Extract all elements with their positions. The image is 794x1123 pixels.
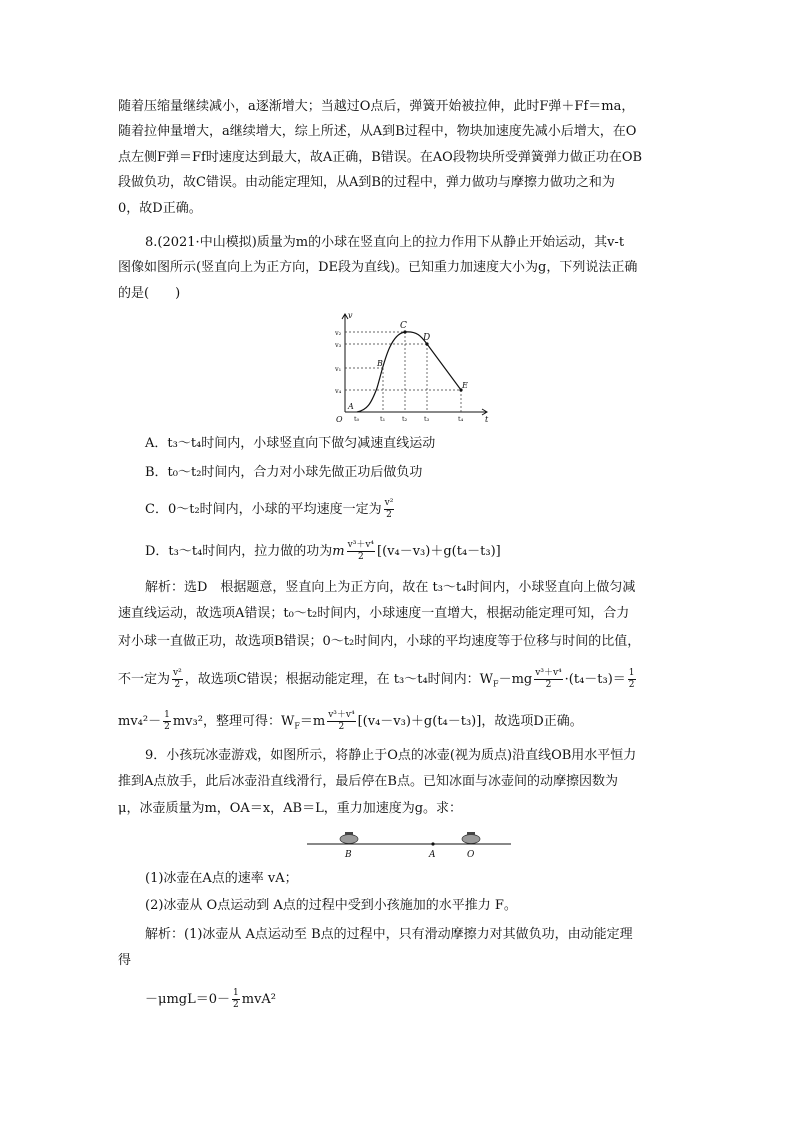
analysis-text: ·(t₄－t₃)＝ — [564, 672, 626, 687]
fraction-denominator: 2 — [386, 510, 392, 520]
vt-graph-figure — [335, 308, 495, 426]
analysis-text: －mg — [498, 672, 533, 687]
question-9-stem: 9．小孩玩冰壶游戏，如图所示，将静止于O点的冰壶(视为质点)沿直线OB用水平恒力 — [145, 748, 637, 763]
fraction-numerator: v³＋v⁴ — [328, 710, 355, 720]
fraction-half — [163, 710, 171, 733]
point-label-e: E — [462, 381, 468, 390]
fraction-numerator: 1 — [164, 710, 170, 720]
fraction-numerator: v³＋v⁴ — [535, 668, 562, 678]
analysis-line: 得 — [118, 953, 132, 968]
analysis-line: 速直线运动，故选项A错误；t₀～t₂时间内，小球速度一直增大，根据动能定理可知，合力 — [118, 606, 630, 621]
text-line: 随着拉伸量增大，a继续增大，综上所述，从A到B过程中，物块加速度先减小后增大，在O — [118, 124, 637, 139]
equation-text: mvA² — [241, 992, 277, 1007]
fraction-numerator: v² — [173, 668, 182, 678]
analysis-text: 不一定为 — [118, 672, 171, 687]
equation-text: －μmgL＝0－ — [145, 992, 231, 1007]
fraction-denominator: 2 — [338, 722, 345, 732]
question-9-stem: μ，冰壶质量为m，OA＝x，AB＝L，重力加速度为g。求： — [118, 801, 463, 816]
fraction-half — [232, 988, 240, 1011]
analysis-line: 解析：(1)冰壶从 A点运动至 B点的过程中，只有滑动摩擦力对其做负功，由动能定理 — [145, 927, 633, 942]
label-b: B — [345, 850, 352, 860]
x-tick-t3: t₃ — [424, 415, 430, 423]
fraction-numerator: 1 — [233, 988, 239, 998]
point-a-marker — [431, 842, 434, 845]
curling-figure — [305, 826, 515, 860]
fraction-numerator: 1 — [628, 668, 635, 678]
sub-question-2: (2)冰壶从 O点运动到 A点的过程中受到小孩施加的水平推力 F。 — [145, 898, 517, 913]
option-c-text: C．0～t₂时间内，小球的平均速度一定为 — [145, 502, 382, 517]
y-tick-v4: v₄ — [335, 387, 342, 395]
sub-question-1: (1)冰壶在A点的速率 vA； — [145, 871, 298, 886]
option-a: A．t₃～t₄时间内，小球竖直向下做匀减速直线运动 — [145, 436, 436, 451]
question-8-stem: 的是( ) — [118, 286, 181, 301]
guide-lines — [345, 332, 461, 412]
point-label-c: C — [400, 321, 407, 331]
axis-v-label: v — [348, 311, 353, 320]
y-tick-v2: v₂ — [335, 329, 342, 337]
analysis-text: [(v₄－v₃)＋g(t₄－t₃)]，故选项D正确。 — [357, 714, 583, 729]
subscript-f: F — [493, 679, 499, 689]
analysis-line — [118, 668, 638, 695]
origin-label: O — [336, 415, 343, 424]
fraction-v2-over-2 — [172, 668, 183, 691]
x-tick-t4: t₄ — [458, 415, 464, 423]
question-8-stem: 8.(2021·中山模拟)质量为m的小球在竖直向上的拉力作用下从静止开始运动，其v-t — [145, 235, 625, 250]
fraction-denominator: 2 — [545, 680, 552, 690]
analysis-line — [118, 710, 583, 737]
question-8-stem: 图像如图所示(竖直向上为正方向，DE段为直线)。已知重力加速度大小为g，下列说法正确 — [118, 260, 638, 275]
option-c — [145, 498, 396, 521]
option-b: B．t₀～t₂时间内，合力对小球先做正功后做负功 — [145, 465, 423, 480]
fraction-half — [628, 668, 636, 691]
text-line: 段做负功，故C错误。由动能定理知，从A到B的过程中，弹力做功与摩擦力做功之和为 — [118, 175, 615, 190]
point-label-d: D — [423, 333, 431, 343]
fraction-numerator: v² — [384, 498, 394, 508]
x-tick-t0: t₀ — [354, 415, 360, 423]
fraction-denominator: 2 — [628, 680, 635, 690]
y-tick-v3: v₃ — [335, 341, 342, 349]
label-o: O — [467, 850, 475, 860]
analysis-text: ，故选项C错误；根据动能定理，在 t₃～t₄时间内：W — [184, 672, 494, 687]
x-tick-t2: t₂ — [402, 415, 408, 423]
text-line: 点左侧F弹＝Ff时速度达到最大，故A正确，B错误。在AO段物块所受弹簧弹力做正功在OB — [118, 150, 643, 165]
fraction-denominator: 2 — [357, 552, 364, 562]
axis-t-label: t — [485, 415, 489, 424]
option-d-prefix: D．t₃～t₄时间内，拉力做的功为 — [145, 544, 333, 559]
label-a: A — [429, 850, 436, 860]
option-d: D．t₃～t₄时间内，拉力做的功为m $\frac{\text{v³＋v⁴}}{2}$ [(v₄－v₃)＋g(t₄－t₃)] — [145, 540, 501, 562]
fraction-v2-over-2 — [384, 498, 395, 521]
fraction-denominator: 2 — [233, 1000, 239, 1010]
analysis-text: ＝m — [299, 714, 326, 729]
subscript-f: F — [294, 721, 300, 731]
analysis-text: mv₄²－ — [118, 714, 162, 729]
y-tick-v1: v₁ — [335, 365, 342, 373]
text-line: 0，故D正确。 — [118, 201, 202, 216]
point-label-a: A — [348, 402, 354, 411]
curling-stone-at-b — [340, 832, 358, 844]
analysis-text: mv₃²，整理可得：W — [172, 714, 295, 729]
analysis-line: 对小球一直做正功，故选项B错误；0～t₂时间内，小球的平均速度等于位移与时间的比值， — [118, 634, 641, 649]
text-line: 随着压缩量继续减小，a逐渐增大；当越过O点后，弹簧开始被拉伸，此时F弹＋Ff＝ma， — [118, 99, 635, 114]
fraction-v3-plus-v4-over-2 — [327, 710, 355, 733]
fraction-denominator: 2 — [174, 680, 181, 690]
fraction-numerator: v³＋v⁴ — [347, 540, 375, 550]
fraction-v3-plus-v4-over-2 — [534, 668, 562, 691]
analysis-line: 解析：选D 根据题意，竖直向上为正方向，故在 t₃～t₄时间内，小球竖直向上做匀减 — [145, 580, 636, 595]
option-d-suffix: [(v₄－v₃)＋g(t₄－t₃)] — [377, 544, 501, 559]
curling-stone-at-o — [462, 832, 480, 844]
point-label-b: B — [377, 359, 383, 368]
fraction-v3-plus-v4-over-2 — [347, 540, 375, 563]
question-9-stem: 推到A点放手，此后冰壶沿直线滑行，最后停在B点。已知冰面与冰壶间的动摩擦因数为 — [118, 774, 618, 789]
x-tick-t1: t₁ — [380, 415, 386, 423]
fraction-denominator: 2 — [164, 722, 170, 732]
equation-line — [145, 988, 276, 1011]
